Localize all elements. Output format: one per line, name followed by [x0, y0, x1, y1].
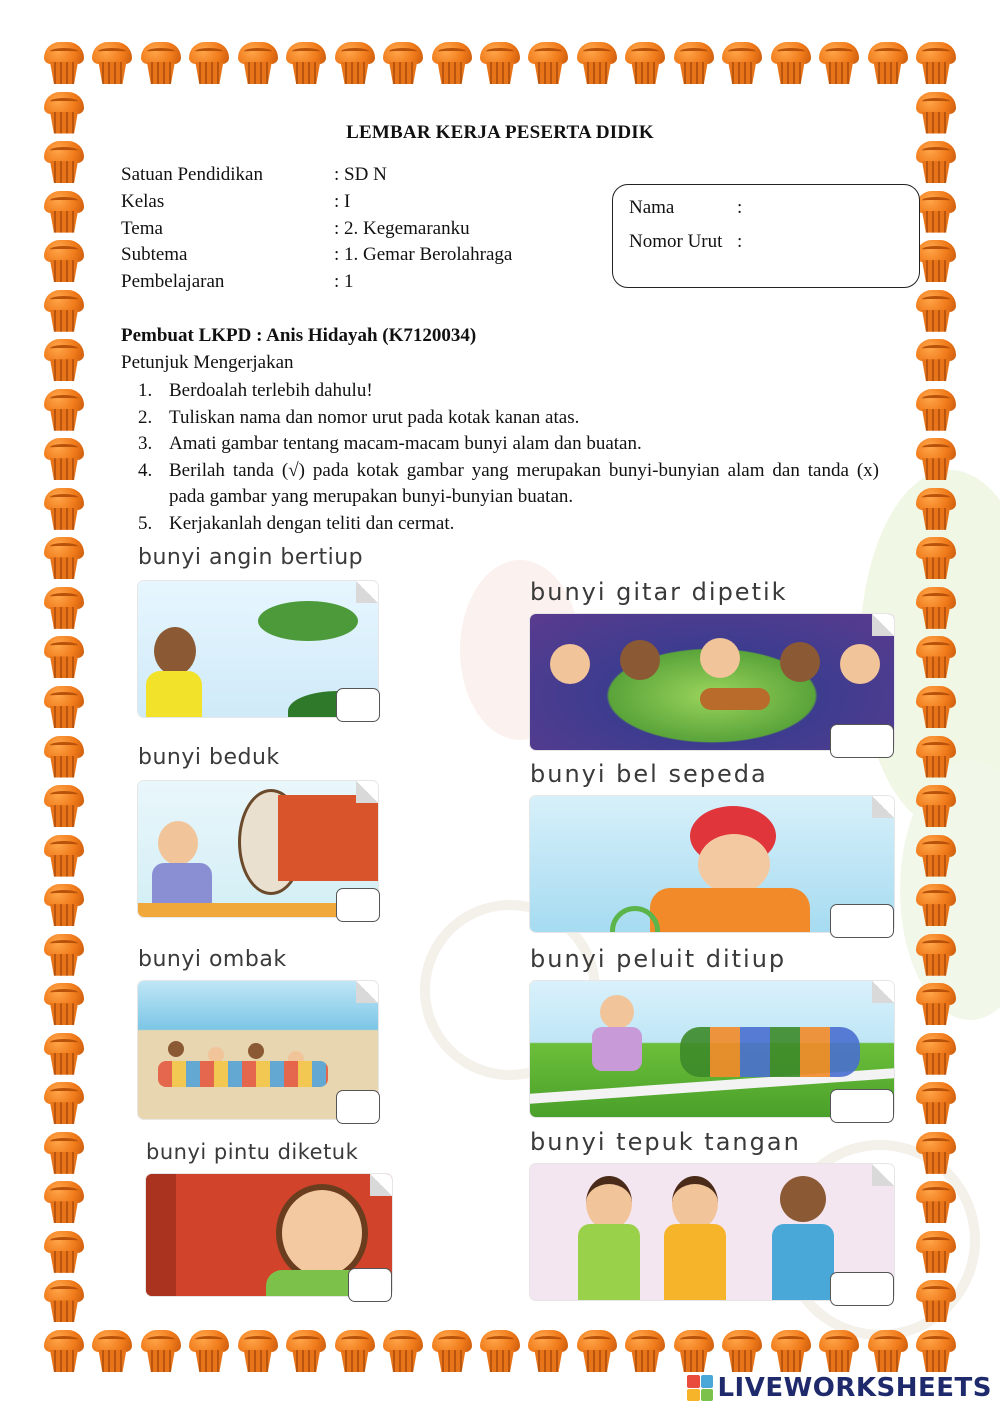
muffin-icon [916, 736, 956, 780]
door-frame-icon [146, 1174, 176, 1296]
child-icon [672, 1176, 718, 1230]
muffin-icon [44, 1330, 84, 1374]
number-label: Nomor Urut [629, 231, 723, 252]
muffin-icon [44, 438, 84, 482]
muffin-icon [286, 42, 326, 86]
instruction-item [121, 431, 879, 458]
muffin-icon [44, 191, 84, 235]
muffin-icon [44, 1033, 84, 1077]
muffin-icon [916, 290, 956, 334]
muffin-icon [480, 1330, 520, 1374]
answer-box[interactable] [348, 1268, 392, 1302]
muffin-icon [44, 42, 84, 86]
muffin-icon [916, 587, 956, 631]
answer-box[interactable] [336, 888, 380, 922]
muffin-icon [916, 191, 956, 235]
instructions-title: Petunjuk Mengerjakan [121, 352, 294, 373]
child-icon [780, 642, 820, 682]
muffin-icon [44, 339, 84, 383]
muffin-icon [916, 42, 956, 86]
muffin-icon [335, 1330, 375, 1374]
muffin-icon [44, 537, 84, 581]
muffin-icon [916, 835, 956, 879]
liveworksheets-icon [687, 1375, 713, 1401]
muffin-icon [916, 1280, 956, 1324]
muffin-icon [916, 1033, 956, 1077]
muffin-icon [44, 141, 84, 185]
muffin-icon [916, 1132, 956, 1176]
muffin-icon [916, 983, 956, 1027]
children-group-icon [158, 1061, 328, 1087]
muffin-icon [44, 1082, 84, 1126]
boy-face-icon [698, 834, 770, 894]
muffin-icon [916, 1181, 956, 1225]
muffin-icon [674, 42, 714, 86]
card-label: bunyi ombak [138, 947, 287, 972]
number-field[interactable]: : [737, 231, 743, 252]
muffin-icon [916, 240, 956, 284]
step-text: Berilah tanda (√) pada kotak gambar yang merupakan bunyi-bunyian alam dan tanda (x) pada gambar yang merupakan bunyi-bunyian buatan. [169, 459, 879, 507]
card-label: bunyi tepuk tangan [530, 1128, 801, 1156]
child-icon [780, 1176, 826, 1222]
muffin-icon [286, 1330, 326, 1374]
name-box [612, 184, 920, 288]
answer-box[interactable] [830, 904, 894, 938]
teacher-body-icon [592, 1027, 642, 1071]
answer-box[interactable] [336, 688, 380, 722]
muffin-icon [44, 389, 84, 433]
answer-box[interactable] [830, 1272, 894, 1306]
child-icon [168, 1041, 184, 1057]
liveworksheets-logo [687, 1373, 992, 1403]
muffin-icon [189, 1330, 229, 1374]
muffin-icon [44, 488, 84, 532]
page-fold [356, 981, 378, 1003]
boy-shirt-icon [650, 888, 810, 932]
muffin-icon [868, 42, 908, 86]
step-text: Kerjakanlah dengan teliti dan cermat. [169, 512, 455, 534]
muffin-icon [819, 42, 859, 86]
muffin-icon [528, 42, 568, 86]
muffin-icon [868, 1330, 908, 1374]
answer-box[interactable] [830, 724, 894, 758]
muffin-icon [528, 1330, 568, 1374]
muffin-icon [916, 389, 956, 433]
muffin-icon [722, 1330, 762, 1374]
muffin-icon [44, 636, 84, 680]
card-whistle [530, 945, 920, 1125]
info-label: Pembelajaran [121, 271, 225, 292]
muffin-icon [819, 1330, 859, 1374]
info-label: Kelas [121, 191, 165, 212]
answer-box[interactable] [336, 1090, 380, 1124]
author: Pembuat LKPD : Anis Hidayah (K7120034) [121, 325, 477, 346]
muffin-icon [44, 587, 84, 631]
info-label: Satuan Pendidikan [121, 164, 263, 185]
child-icon [248, 1043, 264, 1059]
muffin-icon [625, 1330, 665, 1374]
info-label: Subtema [121, 244, 188, 265]
card-label: bunyi pintu diketuk [146, 1140, 359, 1164]
muffin-icon [916, 488, 956, 532]
info-value: : I [334, 191, 351, 212]
muffin-icon [916, 636, 956, 680]
muffin-icon [432, 42, 472, 86]
page-fold [370, 1174, 392, 1196]
child-icon [840, 644, 880, 684]
muffin-icon [44, 884, 84, 928]
muffin-icon [44, 1132, 84, 1176]
muffin-icon [44, 983, 84, 1027]
muffin-icon [674, 1330, 714, 1374]
page-fold [872, 614, 894, 636]
page-fold [872, 1164, 894, 1186]
guitar-icon [700, 688, 770, 710]
muffin-icon [916, 686, 956, 730]
muffin-icon [238, 1330, 278, 1374]
muffin-icon [44, 785, 84, 829]
child-shirt-icon [578, 1224, 640, 1300]
info-label: Tema [121, 218, 163, 239]
instruction-item [121, 378, 879, 405]
muffin-icon [238, 42, 278, 86]
muffin-icon [577, 42, 617, 86]
boy-face-icon [158, 821, 198, 865]
muffin-icon [771, 1330, 811, 1374]
drum-body-icon [278, 795, 378, 881]
runners-icon [680, 1027, 860, 1077]
muffin-icon [722, 42, 762, 86]
answer-box[interactable] [830, 1089, 894, 1123]
teacher-icon [600, 995, 634, 1029]
tree-leaves-icon [258, 601, 358, 641]
muffin-icon [916, 537, 956, 581]
muffin-icon [625, 42, 665, 86]
name-field[interactable]: : [737, 197, 743, 218]
muffin-icon [916, 1231, 956, 1275]
page-fold [356, 781, 378, 803]
page-fold [872, 981, 894, 1003]
muffin-icon [916, 884, 956, 928]
info-value: : 2. Kegemaranku [334, 218, 470, 239]
child-shirt-icon [772, 1224, 834, 1300]
child-icon [700, 638, 740, 678]
step-number: 1. [138, 380, 153, 401]
muffin-icon [44, 736, 84, 780]
card-drum [138, 745, 388, 925]
muffin-icon [432, 1330, 472, 1374]
muffin-icon [916, 339, 956, 383]
card-bell [530, 760, 920, 940]
muffin-icon [141, 42, 181, 86]
muffin-icon [916, 934, 956, 978]
instruction-item [121, 511, 879, 538]
muffin-icon [92, 42, 132, 86]
muffin-icon [44, 1280, 84, 1324]
muffin-icon [44, 686, 84, 730]
page-fold [356, 581, 378, 603]
info-value: : 1 [334, 271, 354, 292]
muffin-icon [771, 42, 811, 86]
step-text: Berdoalah terlebih dahulu! [169, 380, 373, 401]
muffin-icon [383, 42, 423, 86]
muffin-icon [44, 934, 84, 978]
card-door [146, 1140, 406, 1310]
card-label: bunyi peluit ditiup [530, 945, 787, 973]
step-number: 5. [138, 512, 153, 534]
child-icon [620, 640, 660, 680]
step-number: 4. [138, 459, 153, 481]
boy-shirt-icon [146, 671, 202, 717]
muffin-icon [916, 438, 956, 482]
info-value: : 1. Gemar Berolahraga [334, 244, 513, 265]
muffin-icon [916, 141, 956, 185]
muffin-icon [92, 1330, 132, 1374]
muffin-icon [44, 835, 84, 879]
muffin-icon [44, 240, 84, 284]
watermark-text: LIVEWORKSHEETS [717, 1373, 992, 1403]
card-label: bunyi gitar dipetik [530, 578, 788, 606]
muffin-icon [44, 1231, 84, 1275]
step-number: 2. [138, 406, 153, 428]
card-wind [138, 545, 388, 725]
muffin-icon [916, 785, 956, 829]
muffin-icon [916, 1330, 956, 1374]
muffin-icon [383, 1330, 423, 1374]
muffin-icon [916, 1082, 956, 1126]
info-value: : SD N [334, 164, 387, 185]
card-label: bunyi angin bertiup [138, 545, 364, 570]
muffin-icon [480, 42, 520, 86]
muffin-icon [44, 290, 84, 334]
muffin-icon [577, 1330, 617, 1374]
card-waves [138, 947, 388, 1127]
card-label: bunyi beduk [138, 745, 280, 770]
muffin-icon [335, 42, 375, 86]
child-icon [586, 1176, 632, 1230]
card-guitar [530, 578, 920, 758]
step-text: Amati gambar tentang macam-macam bunyi alam dan buatan. [169, 433, 642, 454]
muffin-icon [189, 42, 229, 86]
child-icon [550, 644, 590, 684]
muffin-icon [141, 1330, 181, 1374]
instruction-list [121, 378, 879, 537]
step-number: 3. [138, 433, 153, 454]
instruction-item [121, 458, 879, 511]
card-label: bunyi bel sepeda [530, 760, 768, 788]
step-text: Tuliskan nama dan nomor urut pada kotak kanan atas. [169, 406, 580, 428]
boy-face-icon [154, 627, 196, 675]
child-shirt-icon [664, 1224, 726, 1300]
page-fold [872, 796, 894, 818]
muffin-icon [44, 1181, 84, 1225]
name-label: Nama [629, 197, 675, 218]
card-clap [530, 1128, 920, 1308]
worksheet-title: LEMBAR KERJA PESERTA DIDIK [346, 122, 654, 143]
instruction-item [121, 405, 879, 432]
